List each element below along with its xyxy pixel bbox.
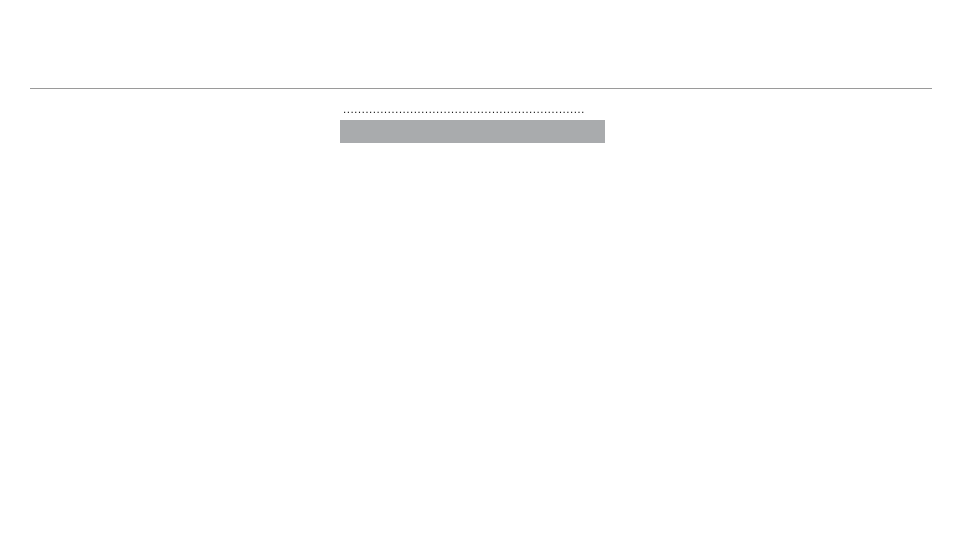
leader-dots bbox=[343, 103, 584, 116]
section-letter-bar bbox=[340, 120, 605, 143]
index-column-2 bbox=[340, 103, 605, 151]
page-header bbox=[30, 72, 40, 88]
index-term-row bbox=[340, 103, 605, 116]
header-rule bbox=[30, 88, 932, 89]
index-entry bbox=[340, 103, 605, 116]
